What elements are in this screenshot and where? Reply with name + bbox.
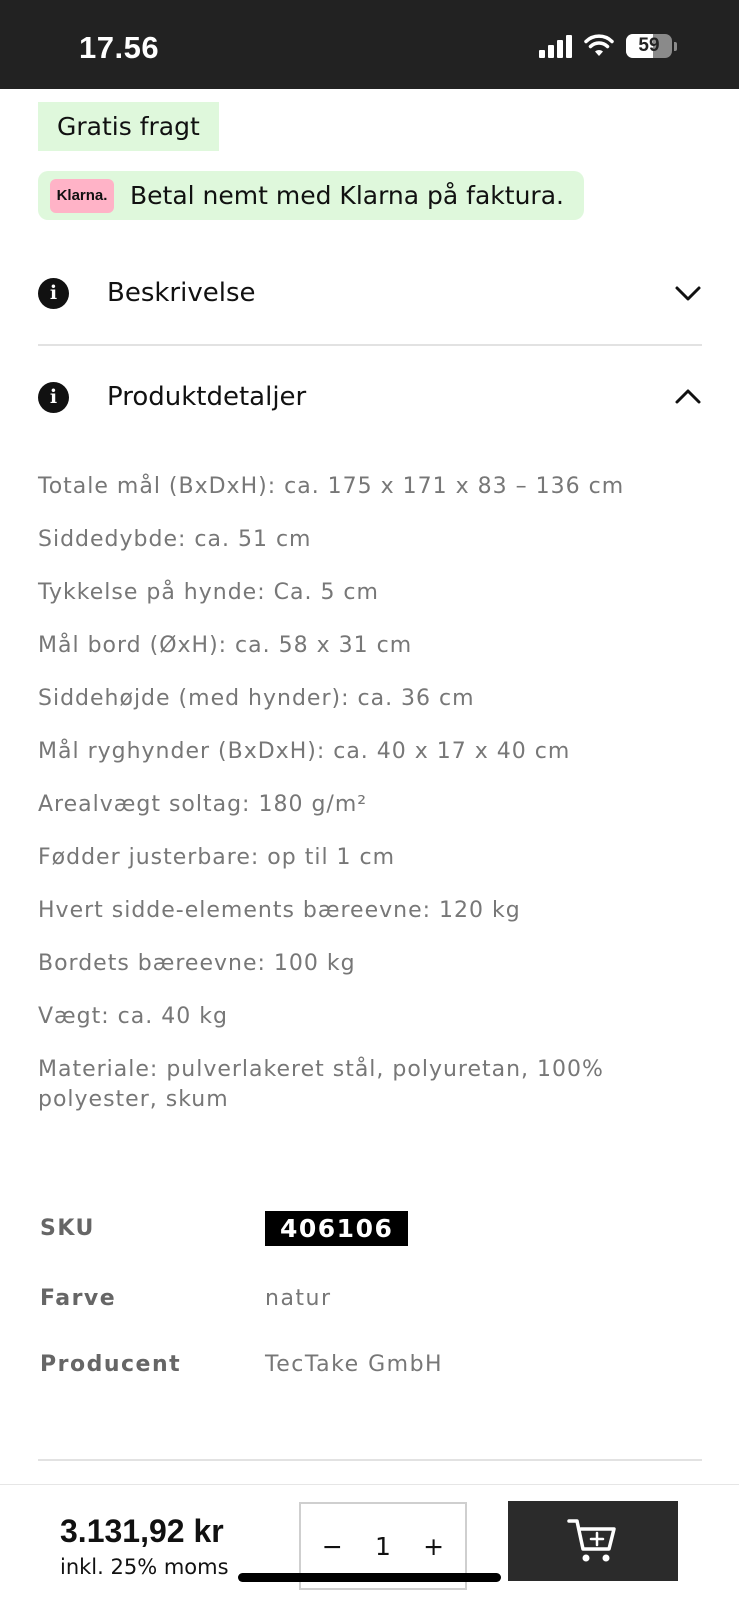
status-time: 17.56	[79, 30, 160, 65]
accordion-details[interactable]	[38, 367, 702, 427]
chevron-down-icon	[674, 279, 702, 307]
detail-line: Fødder justerbare: op til 1 cm	[38, 845, 396, 870]
detail-line: Hvert sidde-elements bæreevne: 120 kg	[38, 898, 521, 923]
detail-line: Tykkelse på hynde: Ca. 5 cm	[38, 580, 379, 605]
accordion-description[interactable]	[38, 263, 702, 323]
free-shipping-badge	[38, 102, 219, 151]
info-icon: i	[38, 278, 69, 309]
cart-bar	[0, 1484, 739, 1601]
cart-icon	[567, 1517, 619, 1565]
detail-line: Mål bord (ØxH): ca. 58 x 31 cm	[38, 633, 413, 658]
klarna-banner	[38, 171, 584, 220]
decrease-quantity-button[interactable]: −	[321, 1531, 343, 1561]
status-icons	[539, 34, 677, 58]
sku-label: SKU	[40, 1215, 95, 1241]
accordion-details-label: Produktdetaljer	[107, 382, 307, 412]
detail-line: Vægt: ca. 40 kg	[38, 1004, 228, 1029]
detail-line: Bordets bæreevne: 100 kg	[38, 951, 356, 976]
vat-note: inkl. 25% moms	[60, 1555, 229, 1579]
color-label: Farve	[40, 1285, 117, 1311]
quantity-value[interactable]: 1	[375, 1531, 391, 1561]
battery-cap	[674, 42, 677, 51]
info-icon: i	[38, 382, 69, 413]
klarna-logo: Klarna.	[50, 179, 114, 213]
battery-level: 59	[638, 35, 660, 56]
chevron-up-icon	[674, 383, 702, 411]
sku-row	[40, 1208, 700, 1248]
home-indicator	[238, 1573, 501, 1582]
detail-line: Siddedybde: ca. 51 cm	[38, 527, 312, 552]
wifi-icon	[584, 34, 614, 58]
maker-value: TecTake GmbH	[265, 1351, 444, 1377]
color-row	[40, 1278, 700, 1318]
detail-line: Totale mål (BxDxH): ca. 175 x 171 x 83 – 136 cm	[38, 474, 625, 499]
add-to-cart-button[interactable]	[508, 1501, 678, 1581]
detail-line: Arealvægt soltag: 180 g/m²	[38, 792, 368, 817]
maker-label: Producent	[40, 1351, 182, 1377]
accordion-description-label: Beskrivelse	[107, 278, 256, 308]
divider	[38, 344, 702, 346]
color-value: natur	[265, 1285, 332, 1311]
status-bar	[0, 0, 739, 89]
signal-icon	[539, 34, 572, 58]
detail-line: Materiale: pulverlakeret stål, polyuretan, 100% polyester, skum	[38, 1057, 604, 1112]
klarna-text: Betal nemt med Klarna på faktura.	[130, 181, 564, 210]
product-details-list	[38, 472, 702, 1138]
sku-value: 406106	[265, 1211, 408, 1246]
increase-quantity-button[interactable]: +	[423, 1531, 445, 1561]
free-shipping-label: Gratis fragt	[57, 112, 200, 141]
detail-line: Siddehøjde (med hynder): ca. 36 cm	[38, 686, 475, 711]
battery-icon	[626, 34, 672, 58]
detail-line: Mål ryghynder (BxDxH): ca. 40 x 17 x 40 cm	[38, 739, 571, 764]
divider	[38, 1459, 702, 1461]
price: 3.131,92 kr	[60, 1513, 224, 1549]
maker-row	[40, 1344, 700, 1384]
